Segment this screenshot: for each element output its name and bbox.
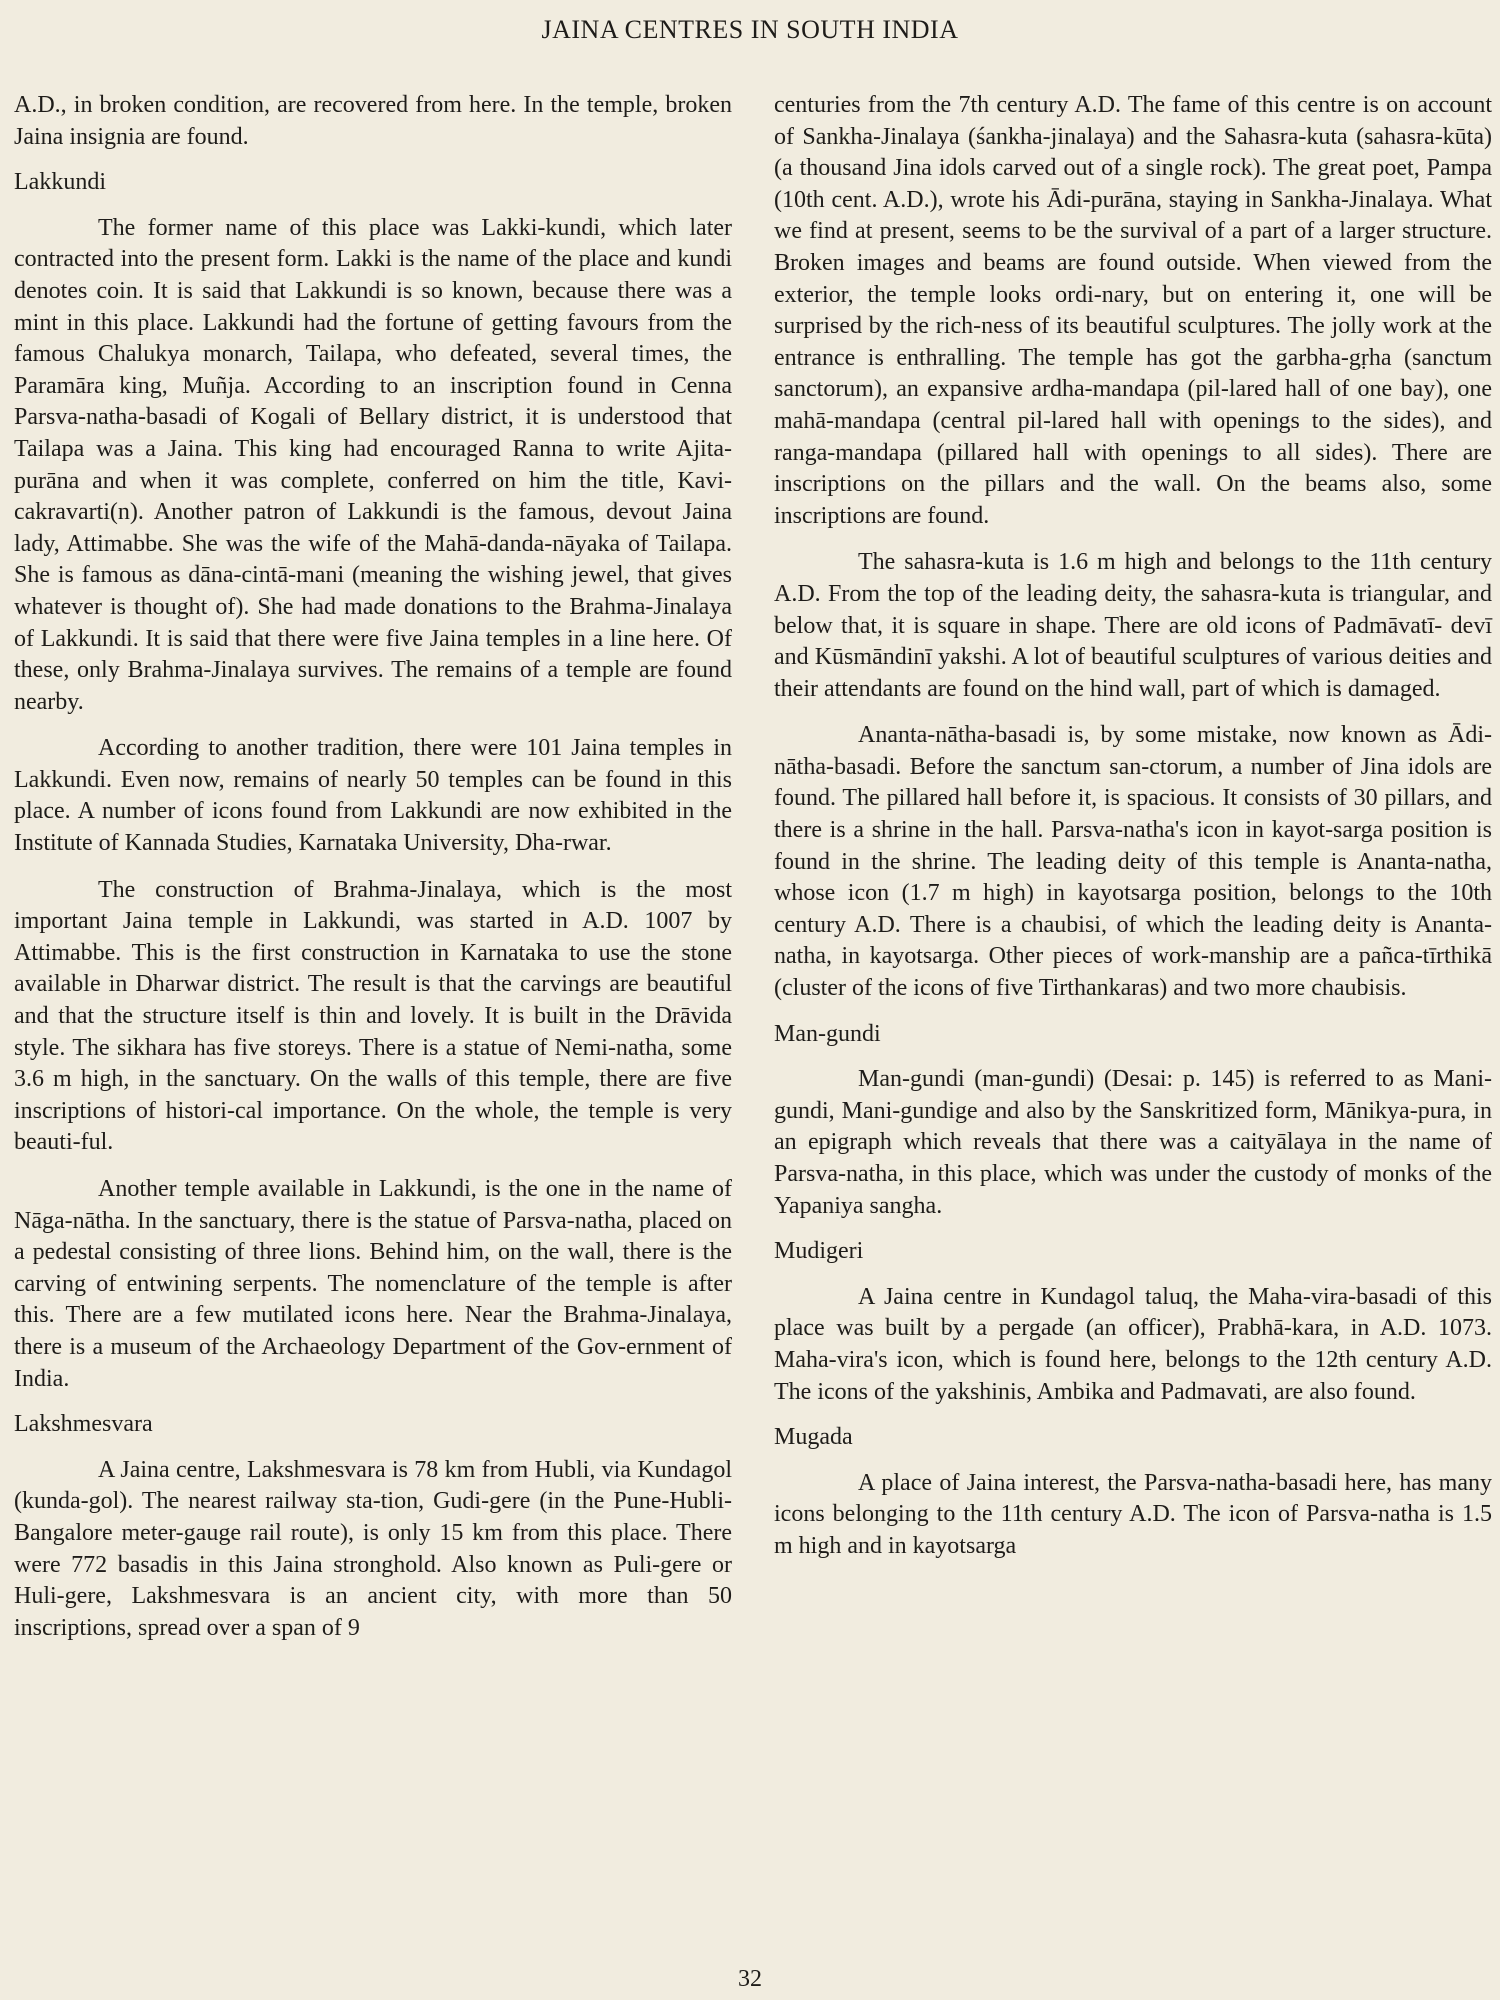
section-heading-mudigeri: Mudigeri — [774, 1238, 864, 1265]
page-number: 32 — [738, 1966, 762, 1992]
running-header: JAINA CENTRES IN SOUTH INDIA — [541, 15, 959, 44]
paragraph: Ananta-nātha-basadi is, by some mistake, now known as Ādi-nātha-basadi. Before the sanctum san-ctorum, a number of Jina idols are found. The pillared hall before it, is spacious. It consists of 30 pillars, and there is a shrine in the hall. Parsva-natha's icon in kayot-sarga position is found in the shrine. The leading deity of this temple is Ananta-natha, whose icon (1.7 m high) in kayotsarga position, belongs to the 10th century A.D. There is a chaubisi, of which the leading deity is Ananta-natha, in kayotsarga. Other pieces of work-manship are a pañca-tīrthikā (cluster of the icons of five Tirthankaras) and two more chaubisis. — [774, 722, 1492, 1002]
paragraph-continuation: centuries from the 7th century A.D. The fame of this centre is on account of Sankha-Jinalaya (śankha-jinalaya) and the Sahasra-kuta (sahasra-kūta) (a thousand Jina idols carved out of a single rock). The great poet, Pampa (10th cent. A.D.), wrote his Ādi-purāna, staying in Sankha-Jinalaya. What we find at present, seems to be the survival of a part of a larger structure. Broken images and beams are found outside. When viewed from the exterior, the temple looks ordi-nary, but on entering it, one will be surprised by the rich-ness of its beautiful sculptures. The jolly work at the entrance is enthralling. The temple has got the garbha-gṛha (sanctum sanctorum), an expansive ardha-mandapa (pil-lared hall of one bay), one mahā-mandapa (central pil-lared hall with openings to the sides), and ranga-mandapa (pillared hall with openings to all sides). There are inscriptions on the pillars and the wall. On the beams also, some inscriptions are found. — [774, 92, 1492, 529]
left-column — [14, 90, 732, 1644]
paragraph: According to another tradition, there were 101 Jaina temples in Lakkundi. Even now, remains of nearly 50 temples can be found in this place. A number of icons found from Lakkundi are now exhibited in the Institute of Kannada Studies, Karnataka University, Dha-rwar. — [14, 735, 732, 857]
paragraph: The construction of Brahma-Jinalaya, which is the most important Jaina temple in Lakkundi, was started in A.D. 1007 by Attimabbe. This is the first construction in Karnataka to use the stone available in Dharwar district. The result is that the carvings are beautiful and that the structure itself is thin and lovely. It is built in the Drāvida style. The sikhara has five storeys. There is a statue of Nemi-natha, some 3.6 m high, in the sanctuary. On the walls of this temple, there are five inscriptions of histori-cal importance. On the whole, the temple is very beauti-ful. — [14, 876, 732, 1156]
paragraph: The former name of this place was Lakki-kundi, which later contracted into the present form. Lakki is the name of the place and kundi denotes coin. It is said that Lakkundi is so known, because there was a mint in this place. Lakkundi had the fortune of getting favours from the famous Chalukya monarch, Tailapa, who defeated, several times, the Paramāra king, Muñja. According to an inscription found in Cenna Parsva-natha-basadi of Kogali of Bellary district, it is understood that Tailapa was a Jaina. This king had encouraged Ranna to write Ajita-purāna and when it was complete, conferred on him the title, Kavi-cakravarti(n). Another patron of Lakkundi is the famous, devout Jaina lady, Attimabbe. She was the wife of the Mahā-danda-nāyaka of Tailapa. She is famous as dāna-cintā-mani (meaning the wishing jewel, that gives whatever is thought of). She had made donations to the Brahma-Jinalaya of Lakkundi. It is said that there were five Jaina temples in a line here. Of these, only Brahma-Jinalaya survives. The remains of a temple are found nearby. — [14, 214, 732, 715]
paragraph: A Jaina centre in Kundagol taluq, the Maha-vira-basadi of this place was built by a pergade (an officer), Prabhā-kara, in A.D. 1073. Maha-vira's icon, which is found here, belongs to the 12th century A.D. The icons of the yakshinis, Ambika and Padmavati, are also found. — [774, 1283, 1492, 1405]
section-heading-man-gundi: Man-gundi — [774, 1020, 881, 1047]
paragraph-continuation: A.D., in broken condition, are recovered from here. In the temple, broken Jaina insignia are found. — [14, 92, 732, 150]
paragraph: Man-gundi (man-gundi) (Desai: p. 145) is referred to as Mani-gundi, Mani-gundige and also by the Sanskritized form, Mānikya-pura, in an epigraph which reveals that there was a caityālaya in the name of Parsva-natha, in this place, which was under the custody of monks of the Yapaniya sangha. — [774, 1066, 1492, 1219]
section-heading-lakkundi: Lakkundi — [14, 169, 106, 196]
right-column — [774, 90, 1492, 1563]
section-heading-mugada: Mugada — [774, 1424, 853, 1451]
paragraph: Another temple available in Lakkundi, is the one in the name of Nāga-nātha. In the sanctuary, there is the statue of Parsva-natha, placed on a pedestal consisting of three lions. Behind him, on the wall, there is the carving of entwining serpents. The nomenclature of the temple is after this. There are a few mutilated icons here. Near the Brahma-Jinalaya, there is a museum of the Archaeology Department of the Gov-ernment of India. — [14, 1176, 732, 1392]
paragraph: The sahasra-kuta is 1.6 m high and belongs to the 11th century A.D. From the top of the leading deity, the sahasra-kuta is triangular, and below that, it is square in shape. There are old icons of Padmāvatī- devī and Kūsmāndinī yakshi. A lot of beautiful sculptures of various deities and their attendants are found on the hind wall, part of which is damaged. — [774, 549, 1492, 702]
paragraph: A place of Jaina interest, the Parsva-natha-basadi here, has many icons belonging to the 11th century A.D. The icon of Parsva-natha is 1.5 m high and in kayotsarga — [774, 1469, 1492, 1559]
section-heading-lakshmesvara: Lakshmesvara — [14, 1411, 153, 1438]
paragraph: A Jaina centre, Lakshmesvara is 78 km from Hubli, via Kundagol (kunda-gol). The nearest railway sta-tion, Gudi-gere (in the Pune-Hubli-Bangalore meter-gauge rail route), is only 15 km from this place. There were 772 basadis in this Jaina stronghold. Also known as Puli-gere or Huli-gere, Lakshmesvara is an ancient city, with more than 50 inscriptions, spread over a span of 9 — [14, 1456, 732, 1641]
